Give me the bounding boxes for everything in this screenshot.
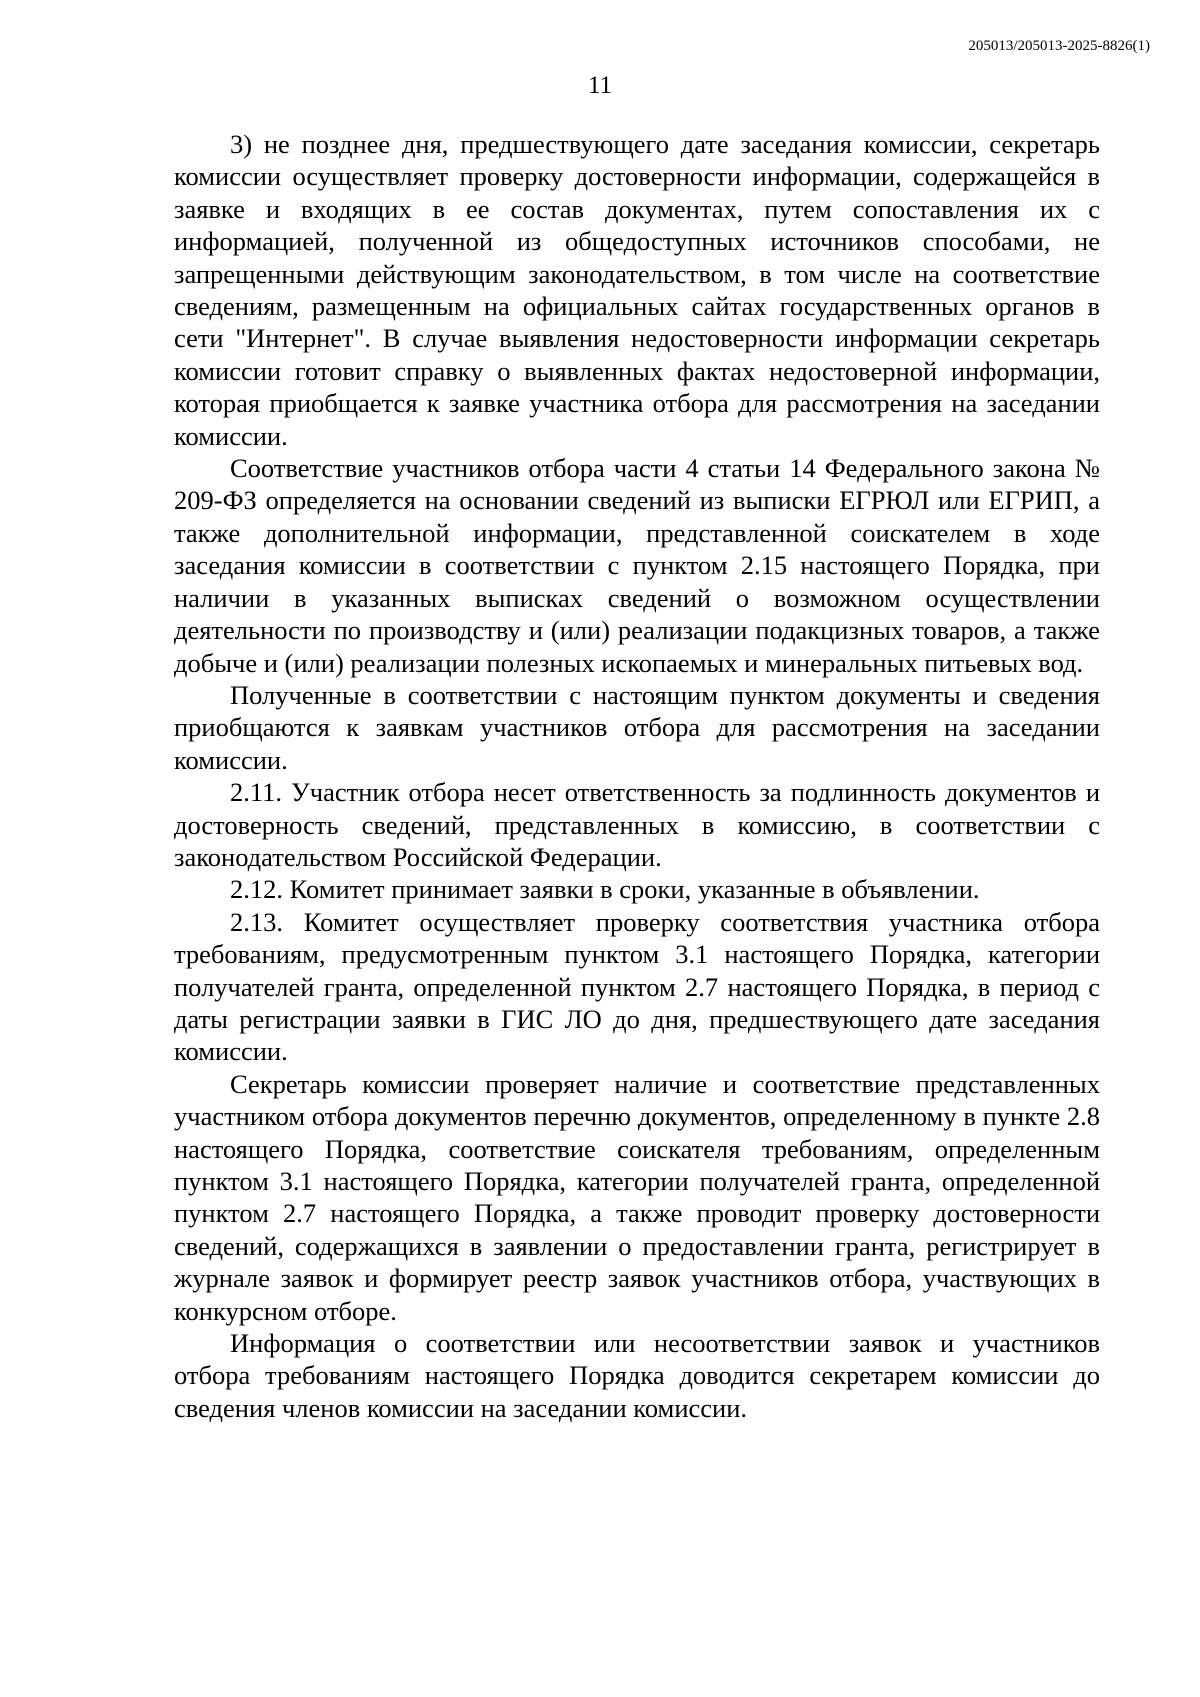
paragraph: Полученные в соответствии с настоящим пунктом документы и сведения приобщаются к заявкам участников отбора для рассмотрения на заседании комиссии.: [174, 679, 1100, 775]
page-number: 11: [587, 72, 613, 99]
paragraph: Информация о соответствии или несоответствии заявок и участников отбора требованиям настоящего Порядка доводится секретарем комиссии до сведения членов комиссии на заседании комиссии.: [174, 1328, 1100, 1423]
paragraph: 2.12. Комитет принимает заявки в сроки, указанные в объявлении.: [230, 874, 980, 905]
paragraph: 2.11. Участник отбора несет ответственность за подлинность документов и достоверность сведений, представленных в комиссию, в соответствии с законодательством Российской Федерации.: [174, 777, 1100, 872]
paragraph: Соответствие участников отбора части 4 статьи 14 Федерального закона № 209-ФЗ определяется на основании сведений из выписки ЕГРЮЛ или ЕГРИП, а также дополнительной информации, представленной соискателем в ходе заседания комиссии в соответствии с пунктом 2.15 настоящего Порядка, при наличии в указанных выписках сведений о возможном осуществлении деятельности по производству и (или) реализации подакцизных товаров, а также добыче и (или) реализации полезных ископаемых и минеральных питьевых вод.: [174, 453, 1100, 678]
paragraph: Секретарь комиссии проверяет наличие и соответствие представленных участником отбора документов перечню документов, определенному в пункте 2.8 настоящего Порядка, соответствие соискателя требованиям, определенным пунктом 3.1 настоящего Порядка, категории получателей гранта, определенной пунктом 2.7 настоящего Порядка, а также проводит проверку достоверности сведений, содержащихся в заявлении о предоставлении гранта, регистрирует в журнале заявок и формирует реестр заявок участников отбора, участвующих в конкурсном отборе.: [174, 1068, 1100, 1326]
paragraph: 3) не позднее дня, предшествующего дате заседания комиссии, секретарь комиссии осуществляет проверку достоверности информации, содержащейся в заявке и входящих в ее состав документах, путем сопоставления их с информацией, полученной из общедоступных источников способами, не запрещенными действующим законодательством, в том числе на соответствие сведениям, размещенным на официальных сайтах государственных органов в сети "Интернет". В случае выявления недостоверности информации секретарь комиссии готовит справку о выявленных фактах недостоверной информации, которая приобщается к заявке участника отбора для рассмотрения на заседании комиссии.: [174, 129, 1100, 451]
paragraph: 2.13. Комитет осуществляет проверку соответствия участника отбора требованиям, предусмотренным пунктом 3.1 настоящего Порядка, категории получателей гранта, определенной пунктом 2.7 настоящего Порядка, в период с даты регистрации заявки в ГИС ЛО до дня, предшествующего дате заседания комиссии.: [174, 906, 1100, 1067]
document-id: 205013/205013-2025-8826(1): [968, 38, 1150, 54]
document-body: [174, 128, 1100, 1424]
